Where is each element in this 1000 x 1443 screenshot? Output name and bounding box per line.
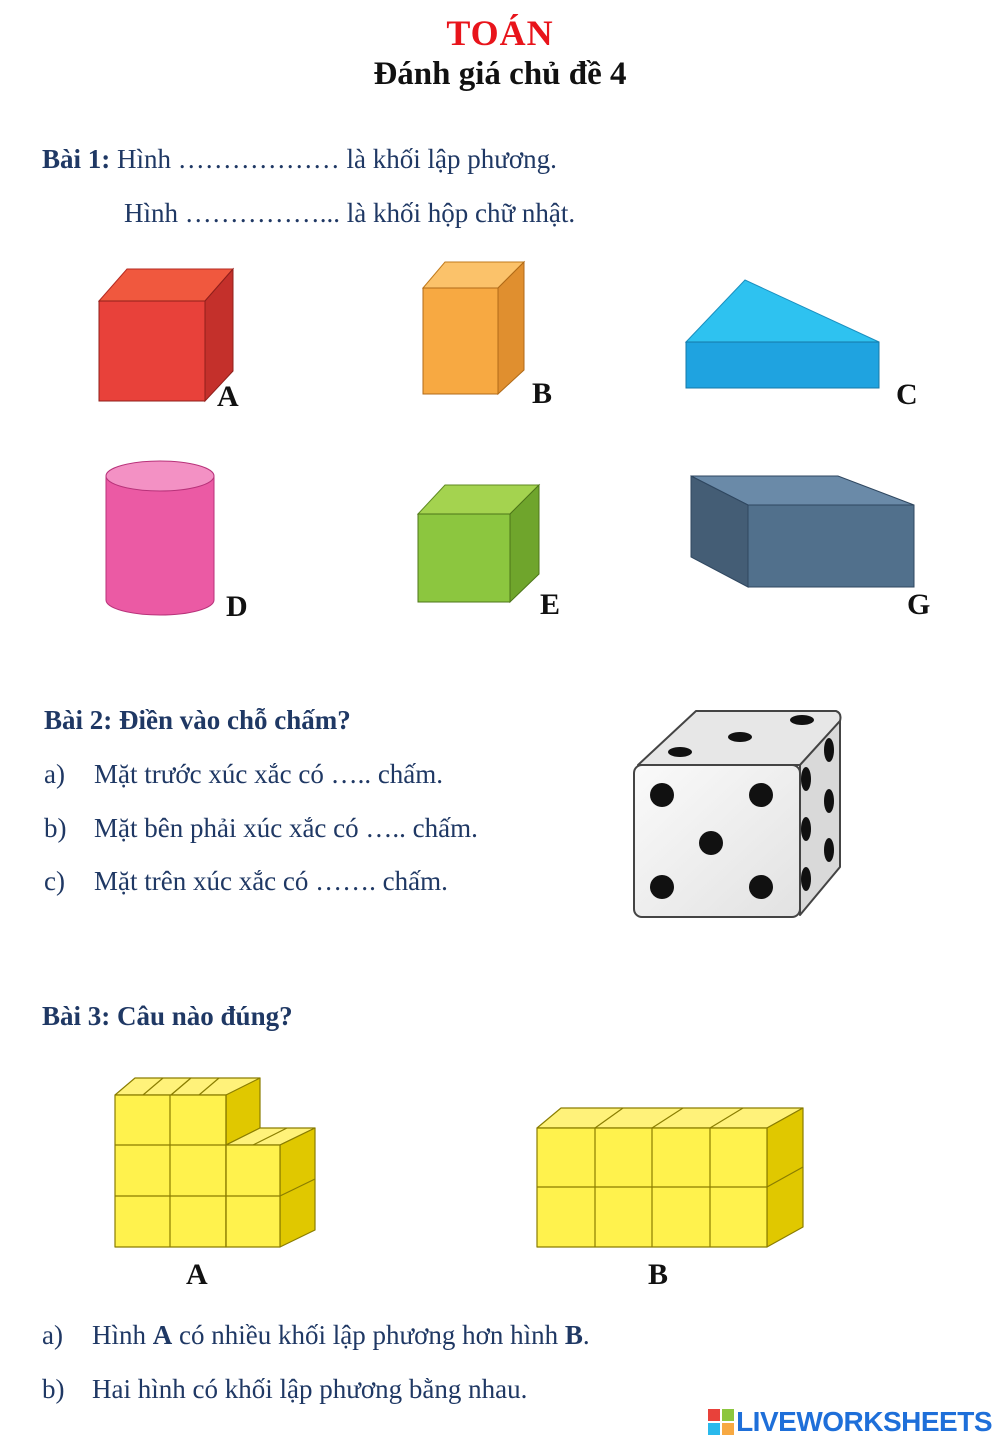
shape-g-box xyxy=(688,473,918,591)
bai3-option-a-text-3: . xyxy=(582,1320,590,1350)
liveworksheets-brand: LIVEWORKSHEETS xyxy=(736,1406,992,1437)
bai3-option-a-bold-b: B xyxy=(564,1320,583,1350)
bai2-item-a-marker: a) xyxy=(44,759,65,789)
liveworksheets-mark-icon xyxy=(708,1409,734,1435)
shape-e-cube xyxy=(415,482,543,606)
bai3-heading: Bài 3: Câu nào đúng? xyxy=(42,1001,293,1031)
bai1-heading: Bài 1: xyxy=(42,144,111,174)
shape-c-label: C xyxy=(896,378,918,411)
bai3-option-b-marker: b) xyxy=(42,1374,65,1404)
subject-title: TOÁN xyxy=(446,13,554,53)
bai3-option-a-text-2: có nhiều khối lập phương hơn hình xyxy=(172,1320,565,1350)
shape-e-label: E xyxy=(540,588,561,621)
bai3-option-b xyxy=(42,1374,527,1405)
bai3-option-a-bold-a: A xyxy=(152,1320,173,1350)
figure-a-label: A xyxy=(186,1258,208,1291)
bai2-item-a-text: Mặt trước xúc xắc có ….. chấm. xyxy=(94,759,444,789)
cube-block-b xyxy=(533,1105,808,1255)
bai3-option-a-marker: a) xyxy=(42,1320,63,1350)
shape-d-label: D xyxy=(226,590,248,623)
bai1-line1 xyxy=(42,144,557,175)
shape-d-cylinder xyxy=(103,458,218,620)
bai2-item-b xyxy=(44,813,478,844)
cube-stack-a xyxy=(110,1075,325,1255)
worksheet-title: Đánh giá chủ đề 4 xyxy=(373,56,627,92)
bai2-item-b-marker: b) xyxy=(44,813,67,843)
bai2-item-c xyxy=(44,866,448,897)
bai2-item-c-marker: c) xyxy=(44,866,65,896)
bai1-question-cube: Hình ……………… là khối lập phương. xyxy=(117,144,557,174)
bai2-item-c-text: Mặt trên xúc xắc có ……. chấm. xyxy=(94,866,448,896)
bai2-item-a xyxy=(44,759,443,790)
shape-g-label: G xyxy=(907,588,931,621)
liveworksheets-logo xyxy=(708,1405,992,1439)
shape-b-box xyxy=(420,260,530,400)
bai3-option-a xyxy=(42,1320,590,1351)
shape-a-label: A xyxy=(217,380,239,413)
bai2-item-b-text: Mặt bên phải xúc xắc có ….. chấm. xyxy=(94,813,478,843)
shape-c-prism xyxy=(683,276,883,391)
shape-b-label: B xyxy=(532,377,553,410)
dice-illustration xyxy=(630,707,845,922)
bai3-option-a-text-1: Hình xyxy=(92,1320,153,1350)
bai1-question-box: Hình ……………... là khối hộp chữ nhật. xyxy=(124,198,576,228)
shape-a-cube xyxy=(95,265,235,405)
bai2-heading: Bài 2: Điền vào chỗ chấm? xyxy=(44,705,351,735)
bai3-option-b-text: Hai hình có khối lập phương bằng nhau. xyxy=(92,1374,528,1404)
figure-b-label: B xyxy=(648,1258,669,1291)
